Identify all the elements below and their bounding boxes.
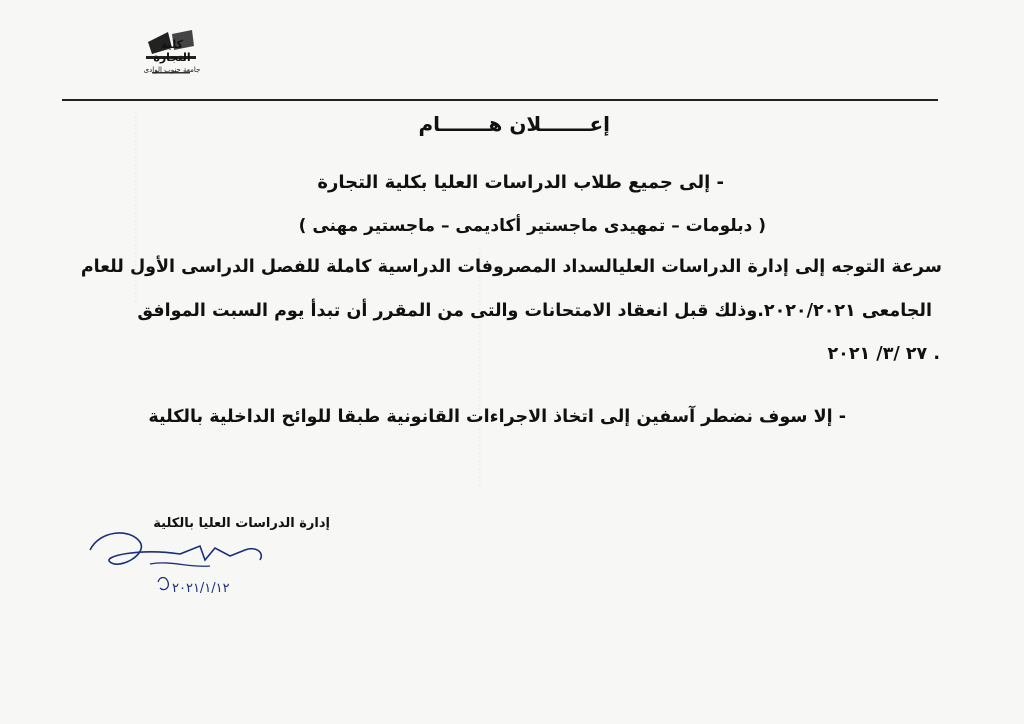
announcement-line-4: الجامعى ٢٠٢٠/٢٠٢١.وذلك قبل انعقاد الامتحانات والتى من المقرر أن تبدأ يوم السبت الموافق [137, 301, 932, 321]
bleed-through-text: ⋯⋯⋯⋯⋯⋯⋯⋯⋯⋯⋯⋯⋯⋯⋯⋯⋯⋯⋯⋯ [473, 247, 487, 487]
announcement-line-2: ( دبلومات – تمهيدى ماجستير أكاديمى – ماجستير مهنى ) [298, 216, 766, 236]
logo-subtitle: جامعة جنوب الوادى [143, 66, 201, 74]
announcement-line-6: - إلا سوف نضطر آسفين إلى اتخاذ الاجراءات القانونية طبقا للوائح الداخلية بالكلية [148, 407, 846, 427]
bleed-through-text: ⋯⋯⋯⋯⋯⋯⋯⋯⋯⋯⋯⋯⋯⋯⋯⋯ [129, 111, 143, 303]
header-divider [62, 99, 938, 101]
announcement-title: إعـــــــلان هـــــــام [418, 112, 610, 136]
handwritten-date: ٢٠٢١/١/١٢ [172, 581, 230, 596]
logo-title: كلية التجارة [153, 38, 191, 64]
signature-office: إدارة الدراسات العليا بالكلية [153, 516, 330, 531]
handwritten-signature-icon [80, 520, 280, 610]
announcement-line-1: - إلى جميع طلاب الدراسات العليا بكلية التجارة [317, 172, 724, 193]
announcement-line-5: ٢٧ /٣/ ٢٠٢١ . [827, 344, 940, 364]
announcement-line-3: سرعة التوجه إلى إدارة الدراسات العليالسداد المصروفات الدراسية كاملة للفصل الدراسى الأول للعام [80, 257, 942, 277]
